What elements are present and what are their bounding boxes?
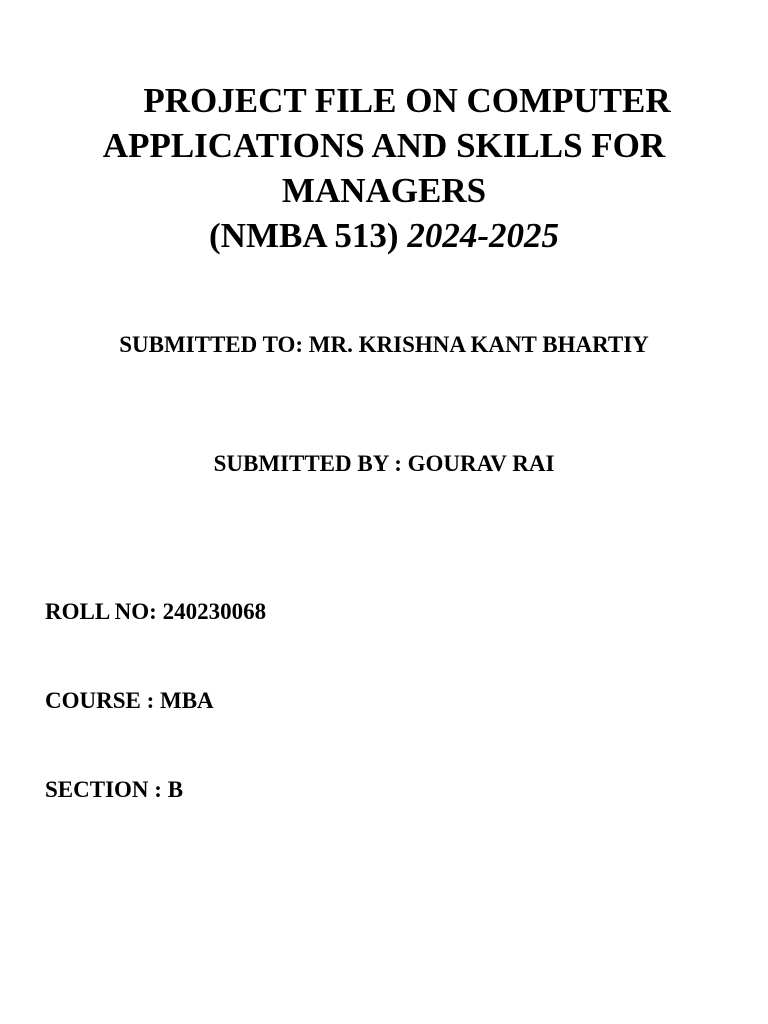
title-line-3: MANAGERS: [281, 171, 487, 210]
roll-number: ROLL NO: 240230068: [45, 599, 267, 624]
title-line-2: APPLICATIONS AND SKILLS FOR: [102, 126, 666, 165]
document-title: [0, 78, 768, 258]
submitted-to: SUBMITTED TO: MR. KRISHNA KANT BHARTIY: [119, 332, 649, 357]
title-line-4: [0, 213, 768, 258]
course-code: (NMBA 513): [209, 216, 408, 255]
section: SECTION : B: [45, 777, 184, 802]
course: COURSE : MBA: [45, 688, 214, 713]
submitted-by: SUBMITTED BY : GOURAV RAI: [213, 451, 555, 476]
academic-year: 2024-2025: [407, 216, 559, 255]
title-line-1: PROJECT FILE ON COMPUTER: [143, 81, 671, 120]
